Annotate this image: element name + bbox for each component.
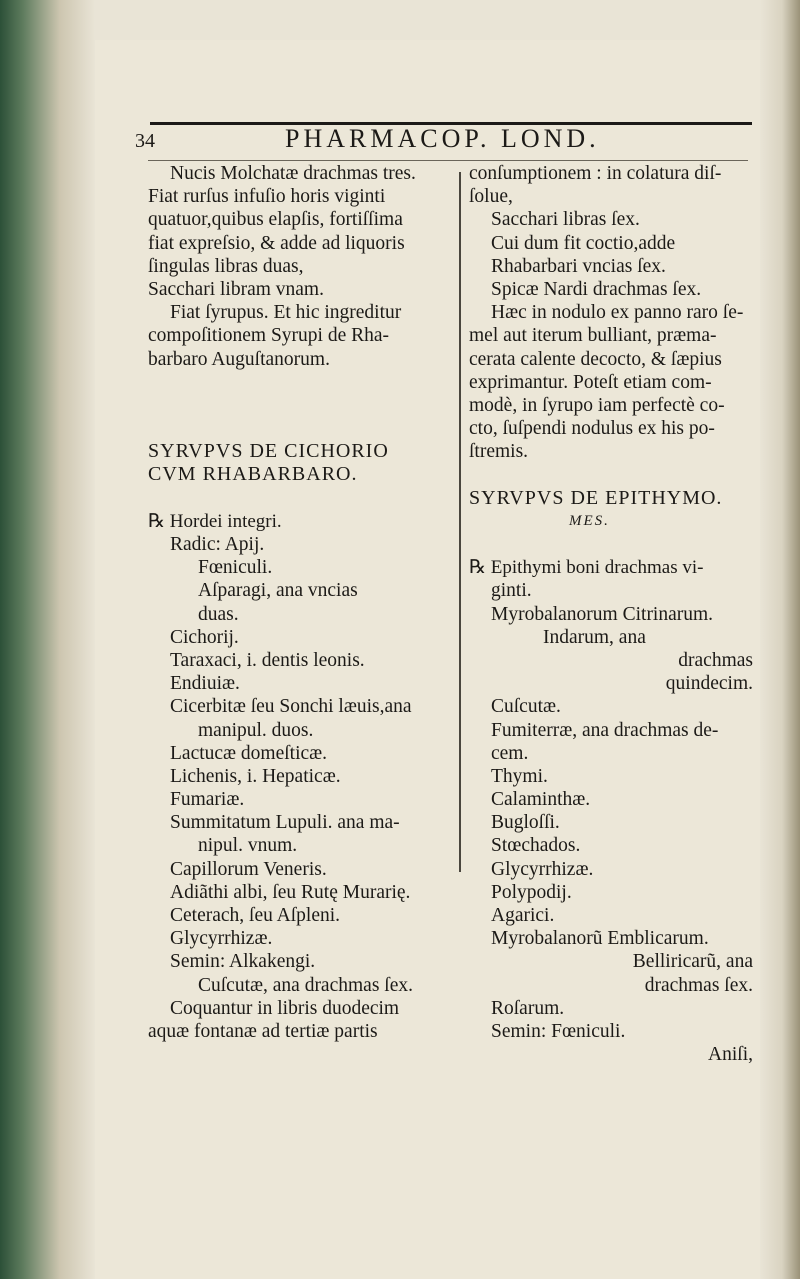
recipe-line: Lactucæ domeſticæ. <box>170 742 328 764</box>
recipe-line: Roſarum. <box>491 997 565 1019</box>
recipe-line: Agarici. <box>491 905 555 926</box>
recipe-line: Aſparagi, ana vncias <box>198 580 358 602</box>
recipe-line: Myrobalanorũ Emblicarum. <box>491 928 709 950</box>
recipe-line: duas. <box>198 603 239 625</box>
section-title: CVM RHABARBARO. <box>148 463 358 486</box>
text-line: cerata calente decocto, & ſæpius <box>469 348 722 370</box>
recipe-line: Myrobalanorum Citrinarum. <box>491 603 714 625</box>
recipe-line: Cicerbitæ ſeu Sonchi læuis,ana <box>170 696 412 718</box>
text-line: Hæc in nodulo ex panno raro ſe- <box>491 302 744 324</box>
text-line: ſingulas libras duas, <box>148 255 304 277</box>
recipe-line: Radic: Apij. <box>170 534 265 555</box>
recipe-line: Cuſcutæ, ana drachmas ſex. <box>198 974 413 996</box>
text-line: ſtremis. <box>469 441 529 463</box>
recipe-line: Polypodij. <box>491 881 572 903</box>
recipe-line: aquæ fontanæ ad tertiæ partis <box>148 1020 378 1042</box>
text-line: mel aut iterum bulliant, præma- <box>469 325 717 347</box>
text-line: Cui dum fit coctio,adde <box>491 232 676 254</box>
recipe-line: Fœniculi. <box>198 557 273 579</box>
recipe-line: nipul. vnum. <box>198 835 298 857</box>
recipe-line: Semin: Alkakengi. <box>170 951 316 973</box>
scan-edge-right <box>760 0 800 1279</box>
recipe-line: quindecim. <box>665 673 753 695</box>
text-line: quatuor,quibus elapſis, fortiſſima <box>148 209 403 231</box>
recipe-line: Cichorij. <box>170 626 239 648</box>
recipe-line: ℞ Hordei integri. <box>148 510 282 532</box>
left-column <box>148 162 448 1043</box>
text-line: modè, in ſyrupo iam perfectè co- <box>469 394 725 416</box>
recipe-line: Fumariæ. <box>170 789 245 811</box>
recipe-line: Calaminthæ. <box>491 789 591 811</box>
recipe-line: Belliricarũ, ana <box>632 951 753 973</box>
section-title: SYRVPVS DE EPITHYMO. <box>469 486 723 509</box>
recipe-line: Semin: Fœniculi. <box>491 1020 626 1042</box>
recipe-line: Stœchados. <box>491 835 581 857</box>
recipe-line: Glycyrrhizæ. <box>491 858 594 880</box>
recipe-line: Thymi. <box>491 765 548 787</box>
text-line: exprimantur. Poteſt etiam com- <box>469 371 712 393</box>
text-line: Nucis Molchatæ drachmas tres. <box>170 163 416 184</box>
page-number: 34 <box>135 130 155 152</box>
scan-edge-left <box>0 0 95 1279</box>
right-column <box>469 162 759 1066</box>
text-line: ſolue, <box>469 186 513 208</box>
recipe-line: ℞ Epithymi boni drachmas vi- <box>469 557 704 579</box>
recipe-line: cem. <box>491 742 529 764</box>
recipe-line: manipul. duos. <box>198 719 314 741</box>
column-divider <box>459 172 461 872</box>
catchword: Aniſi, <box>708 1044 753 1066</box>
recipe-line: Summitatum Lupuli. ana ma- <box>170 812 400 834</box>
section-subtitle: MES. <box>569 512 610 529</box>
text-line: Rhabarbari vncias ſex. <box>491 255 666 277</box>
recipe-line: Endiuiæ. <box>170 673 240 695</box>
recipe-line: Indarum, ana <box>543 626 646 648</box>
recipe-line: Lichenis, i. Hepaticæ. <box>170 765 341 787</box>
recipe-line: Bugloſſi. <box>491 812 560 834</box>
recipe-line: Glycyrrhizæ. <box>170 928 273 950</box>
recipe-line: Fumiterræ, ana drachmas de- <box>491 719 719 741</box>
text-line: Sacchari libram vnam. <box>148 278 324 300</box>
recipe-line: drachmas <box>678 649 753 671</box>
recipe-line: drachmas ſex. <box>644 974 753 996</box>
text-line: cto, ſuſpendi nodulus ex his po- <box>469 418 715 440</box>
recipe-line: Capillorum Veneris. <box>170 858 327 880</box>
section-title: SYRVPVS DE CICHORIO <box>148 440 389 463</box>
text-line: Fiat rurſus infuſio horis viginti <box>148 186 386 208</box>
recipe-line: Taraxaci, i. dentis leonis. <box>170 649 365 671</box>
header-underline <box>148 160 748 161</box>
text-line: barbaro Auguſtanorum. <box>148 348 330 370</box>
text-line: compoſitionem Syrupi de Rha- <box>148 325 390 347</box>
running-title: PHARMACOP. LOND. <box>285 124 600 153</box>
recipe-line: Cuſcutæ. <box>491 696 561 718</box>
recipe-line: Coquantur in libris duodecim <box>170 997 400 1019</box>
recipe-line: ginti. <box>491 580 532 602</box>
text-line: Fiat ſyrupus. Et hic ingreditur <box>170 302 402 324</box>
text-line: Spicæ Nardi drachmas ſex. <box>491 278 702 300</box>
text-line: conſumptionem : in colatura diſ- <box>469 163 722 184</box>
recipe-line: Adiãthi albi, ſeu Rutę Murarię. <box>170 881 411 903</box>
text-line: Sacchari libras ſex. <box>491 209 640 231</box>
text-line: fiat expreſsio, & adde ad liquoris <box>148 232 405 254</box>
recipe-line: Ceterach, ſeu Aſpleni. <box>170 905 341 926</box>
